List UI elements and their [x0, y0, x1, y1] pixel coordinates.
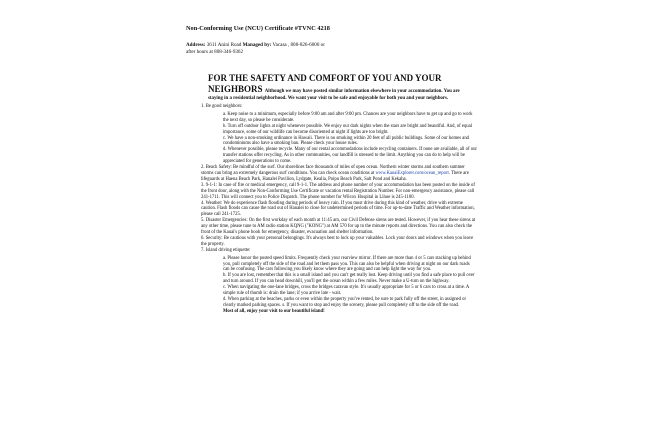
heading-intro-tail: Although we may have posted similar information elsewhere in your accommodation. You are — [264, 89, 460, 94]
item-1a: a. Keep noise to a minimum, especially before 9:00 am and after 9:00 pm. Chances are your neighbors have to get up and go to work the next day, so please be considerate. — [223, 111, 473, 123]
item-1c: c. We have a non-smoking ordinance in Hawaii. There is no smoking within 20 feet of all public buildings. Some of our homes and condominiums also have a smoking ban. Please check your house rules. — [223, 135, 470, 147]
item-5: 5. Disaster Emergencies: On the first workday of each month at 11:45 am, our Civil Defense sirens are tested. However, if you hear these sirens at any other time, please tune to AM radio station KQNG ("KONG") at AM 570 for up to the minute reports and directions. You can also check the front of the Kauai's phone book for emergency, disaster, evacuation and shelter information. — [201, 218, 476, 236]
item-1: 1. Be good neighbors: — [201, 104, 243, 109]
heading-neighbors: NEIGHBORS — [208, 84, 263, 94]
item-3: 3. 9-1-1: In case of fire or medical emergency, call 9-1-1. The address and phone number of your accommodation has been posted on the inside of the front door, along with the Non-Conforming Use Certificate or vacation rental Registration Number. For non-emergency assistance, please call 241-1711. This will connect you to Police Dispatch. The phone number for Wilcox Hospital in Lihue is 245-1100. — [201, 182, 475, 200]
rules-body — [201, 104, 477, 315]
managed-by-value: Vacasa , 808-826-6000 or — [272, 42, 325, 48]
item-2-text: 2. Beach Safety: Be mindful of the surf. Our shorelines face thousands of miles of open ocean. Northern winter storms and southern summer storms can bring an extremely dangerous surf conditions. You can check ocean conditions at — [201, 165, 465, 176]
address-value: 3611 Anini Road — [206, 42, 242, 48]
item-7b: b. If you are lost, remember that this is a small island and you can't get really lost. Keep driving until you find a safe place to pull over and turn around. If you can head downhill, you'll get the ocean within a few miles. Never make a U-turn on the highway. — [223, 273, 475, 285]
item-1d: d. Whenever possible, please recycle. Many of our rental accommodations include recycling containers. If none are available, all of our transfer stations offer recycling. As in other communities, our landfill is stressed to the limit. Anything you can do to help will be appreciated for generations to come. — [223, 147, 477, 165]
item-6: 6. Security: Be cautious with your personal belongings. It's always best to lock up your valuables. Lock your doors and windows when you leave the property. — [201, 235, 474, 247]
item-2-lifeguards: . There are lifeguards at Haena Beach Park, Hanalei Pavilion, Lydgate, Kealia, Poipu Beach Park, Salt Pond and Kekaha. — [201, 170, 469, 182]
item-1b: b. Turn off outdoor lights at night whenever possible. We enjoy our dark nights when the stars are bright and beautiful. And, of equal importance, some of our wildlife can become disoriented at night if lights are too bright. — [223, 123, 473, 135]
after-hours-phone: after hours at 808-346-9362 — [186, 49, 244, 55]
heading-line2 — [208, 84, 460, 94]
item-7a: a. Please honor the posted speed limits. Frequently check your rearview mirror. If there are more than 4 or 5 cars stacking up behind you, pull completely off the side of the road and let them pass you. This can also be helpful when driving at night on our dark roads can be confusing. The cars following you likely know where they are going and can help light the way for you. — [223, 255, 471, 273]
address-label: Address: — [186, 42, 206, 48]
certificate-title: Non-Conforming Use (NCU) Certificate #TVNC 4218 — [186, 25, 330, 32]
item-7: 7. Island driving etiquette: — [201, 247, 251, 253]
item-7d: d. When parking at the beaches, parks or even within the property you've rented, be sure to park fully off the street, in assigned or clearly marked parking spaces. s. If you want to stop and enjoy the scenery, please pull completely off to the side off the road. — [223, 297, 467, 308]
heading-subline: staying in a residential neighborhood. We want your visit to be safe and enjoyable for both you and your neighbors. — [208, 96, 449, 101]
item-2 — [201, 165, 477, 183]
item-4: 4. Weather: We do experience flash flooding during periods of heavy rain. If you must drive during this kind of weather, drive with extreme caution. Flash floods can cause the road out of Hanalei to close for undetermined periods of time. For up-to-date Traffic and Weather information, please call 241-1725. — [201, 200, 475, 218]
address-block — [186, 42, 376, 56]
heading-line1: FOR THE SAFETY AND COMFORT OF YOU AND YOUR — [208, 73, 442, 83]
ocean-report-link[interactable]: www.KauaiExplorer.com/ocean_report — [375, 170, 449, 176]
item-7c: c. When navigating the one-lane bridges, cross the bridges caravan style. It's usually appropriate for 5 or 6 cars to cross at a time. A simple rule of thumb is: drain the lane; if you arrive late - wait. — [223, 285, 469, 297]
managed-by-label: Managed by: — [242, 42, 272, 48]
closing-line: Most of all, enjoy your visit to our beautiful island! — [223, 308, 325, 314]
